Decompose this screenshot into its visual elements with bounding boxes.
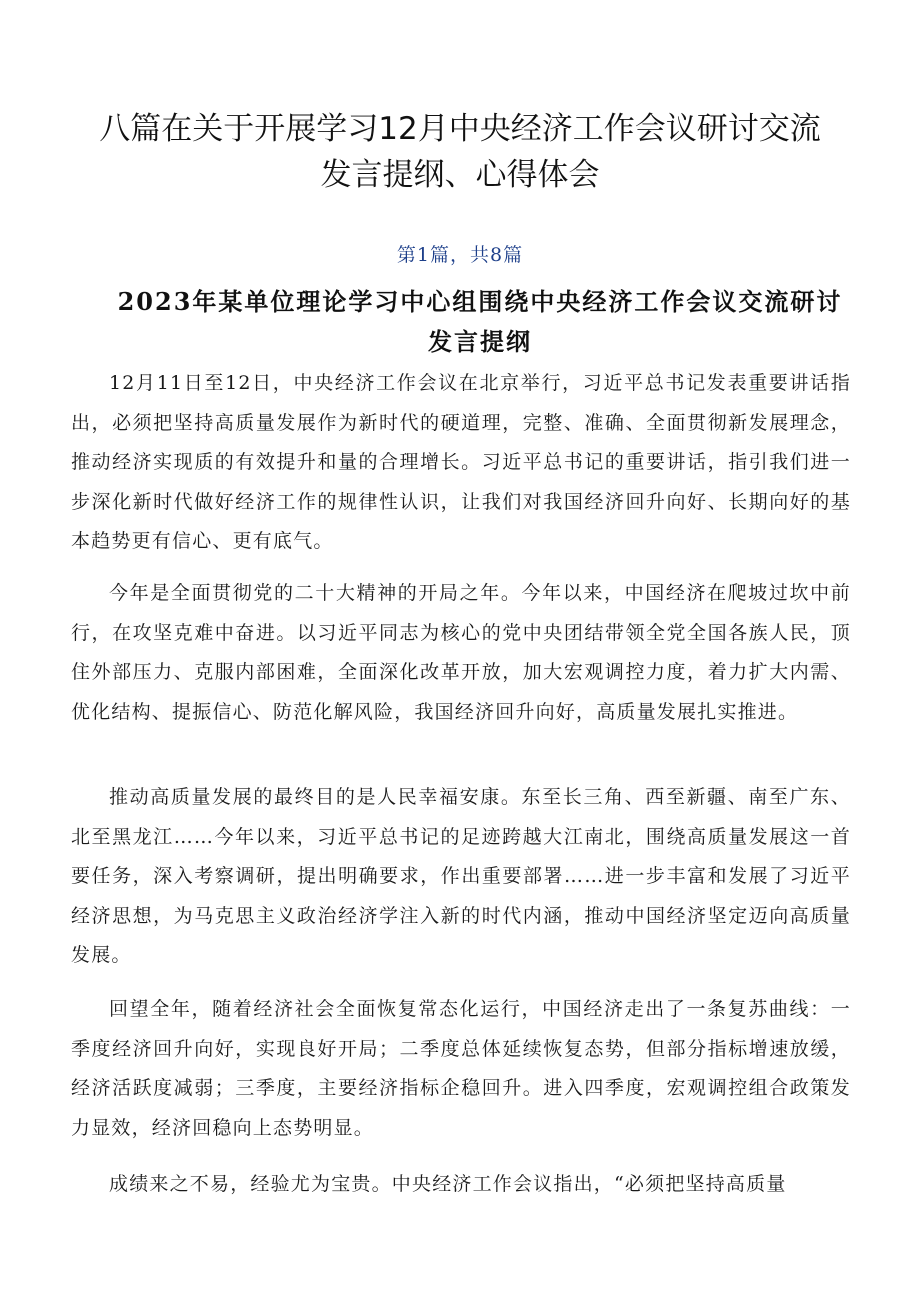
section-title — [110, 282, 850, 362]
document-title-line-1: 八篇在关于开展学习12月中央经济工作会议研讨交流 — [99, 111, 821, 147]
paragraph-3: 推动高质量发展的最终目的是人民幸福安康。东至长三角、西至新疆、南至广东、北至黑龙江……今年以来，习近平总书记的足迹跨越大江南北，围绕高质量发展这一首要任务，深入考察调研，提出明确要求，作出重要部署……进一步丰富和发展了习近平经济思想，为马克思主义政治经济学注入新的时代内涵，推动中国经济坚定迈向高质量发展。 — [71, 786, 851, 966]
section-title-line-2: 发言提纲 — [428, 327, 532, 356]
document-title — [60, 106, 860, 198]
paragraph-1: 12月11日至12日，中央经济工作会议在北京举行，习近平总书记发表重要讲话指出，必须把坚持高质量发展作为新时代的硬道理，完整、准确、全面贯彻新发展理念，推动经济实现质的有效提升和量的合理增长。习近平总书记的重要讲话，指引我们进一步深化新时代做好经济工作的规律性认识，让我们对我国经济回升向好、长期向好的基本趋势更有信心、更有底气。 — [71, 372, 851, 552]
paragraph-4: 回望全年，随着经济社会全面恢复常态化运行，中国经济走出了一条复苏曲线：一季度经济回升向好，实现良好开局；二季度总体延续恢复态势，但部分指标增速放缓，经济活跃度减弱；三季度，主要经济指标企稳回升。进入四季度，宏观调控组合政策发力显效，经济回稳向上态势明显。 — [71, 998, 851, 1139]
paragraph-5: 成绩来之不易，经验尤为宝贵。中央经济工作会议指出，“必须把坚持高质量 — [109, 1173, 787, 1195]
document-title-line-2: 发言提纲、心得体会 — [320, 157, 600, 193]
section-title-line-1: 2023年某单位理论学习中心组围绕中央经济工作会议交流研讨 — [117, 287, 843, 316]
part-label: 第1篇，共8篇 — [396, 244, 524, 266]
paragraph-2: 今年是全面贯彻党的二十大精神的开局之年。今年以来，中国经济在爬坡过坎中前行，在攻坚克难中奋进。以习近平同志为核心的党中央团结带领全党全国各族人民，顶住外部压力、克服内部困难，全面深化改革开放，加大宏观调控力度，着力扩大内需、优化结构、提振信心、防范化解风险，我国经济回升向好，高质量发展扎实推进。 — [71, 582, 851, 723]
